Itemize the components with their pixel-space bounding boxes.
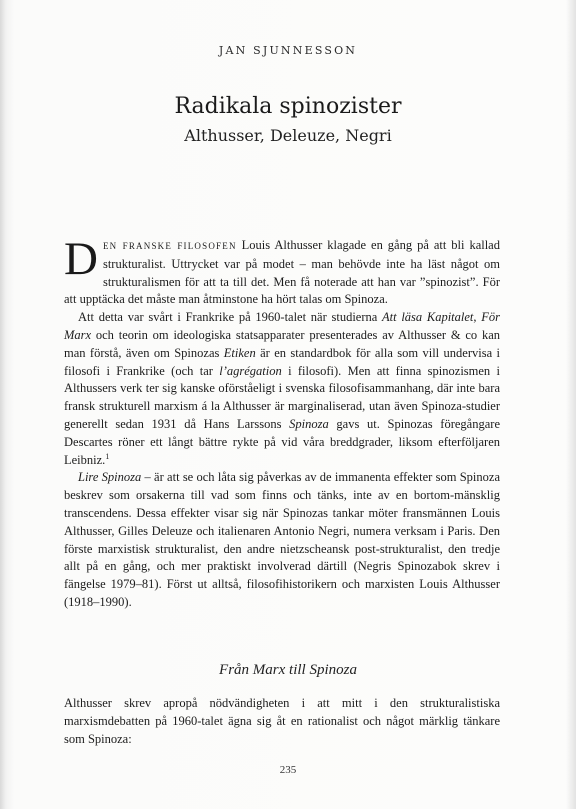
paragraph-1-text: Louis Althusser klagade en gång på att bli kallad strukturalist. Uttrycket var på modet – man behövde inte ha läst något om strukturalismen för att ta till det. Men få noterade att han var ”spinozist”. För att upptäcka det måste man åtminstone ha hört talas om Spinoza. [64, 238, 500, 307]
text-run: , [473, 310, 482, 325]
drop-cap: D [64, 233, 98, 285]
text-run: och teorin om ideologiska statsapparater presenterades av Althusser & co kan man förstå, även om Spinozas [64, 327, 500, 360]
paragraph-1 [64, 233, 500, 309]
body-text-2 [64, 695, 500, 748]
text-run: gavs ut. Spinozas föregångare Descartes röner ett långt bättre rykte på vid våra breddgrader, liksom efterföljaren Leibniz. [64, 416, 500, 467]
body-text [64, 233, 500, 612]
italic-title: För Marx [64, 310, 500, 342]
chapter-title: Radikala spinozister [174, 94, 402, 119]
chapter-subtitle: Althusser, Deleuze, Negri [184, 126, 392, 145]
italic-title: Lire Spinoza [78, 470, 142, 485]
text-run: i filosofi). Men att finna spinozismen i Althussers verk ter sig kanske oförståeligt i svenska filosofisammanhang, där inte bara fransk strukturell marxism á la Althusser är marginaliserad, utan även Spinoza-studier generellt sedan 1931 då Hans Larssons [64, 363, 500, 431]
paragraph-4: Althusser skrev apropå nödvändigheten i att mitt i den strukturalistiska marxismdebatten på 1960-talet ägna sig åt en rationalist och något märklig tänkare som Spinoza: [64, 696, 500, 746]
section-heading: Från Marx till Spinoza [219, 662, 357, 678]
italic-title: Etiken [223, 345, 256, 360]
running-header-author: JAN SJUNNESSON [218, 44, 358, 57]
lead-in-smallcaps: EN FRANSKE FILOSOFEN [102, 241, 237, 251]
page-number: 235 [279, 764, 297, 776]
paragraph-2 [64, 309, 500, 469]
italic-title: Att läsa Kapitalet [382, 310, 474, 325]
text-run: är en standardbok för alla som vill undervisa i filosofi i Frankrike (och tar [64, 345, 500, 378]
paragraph-3 [64, 469, 500, 611]
text-run: Att detta var svårt i Frankrike på 1960-talet när studierna [78, 310, 383, 325]
italic-term: l’agrégation [219, 363, 282, 378]
footnote-marker[interactable]: 1 [105, 451, 110, 461]
text-run: – är att se och låta sig påverkas av de immanenta effekter som Spinoza beskrev som orsakerna till vad som finns och tänks, inte av en bortom-mänsklig transcendens. Dessa effekter visar sig när Spinozas tankar möter fransmännen Louis Althusser, Gilles Deleuze och italienaren Antonio Negri, numera verksam i Paris. Den förste marxistisk strukturalist, den andre nietzscheansk post-strukturalist, den tredje allt på en gång, och mer praktiskt involverad därtill (Negris Spinozabok skrev i fängelse 1979–81). Först ut alltså, filosofihistorikern och marxisten Louis Althusser (1918–1990). [64, 470, 500, 609]
italic-title: Spinoza [289, 416, 329, 431]
